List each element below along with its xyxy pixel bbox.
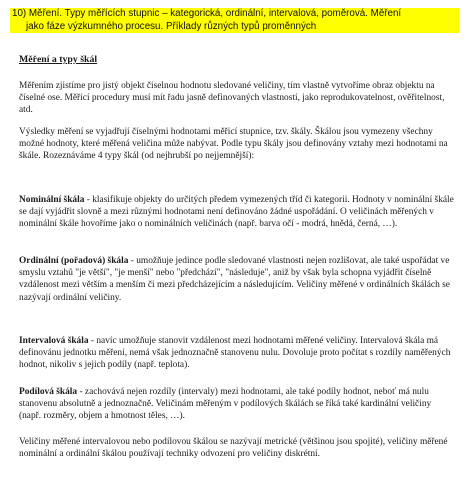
paragraph-results: Výsledky měření se vyjadřují číselnými hodnotami měřicí stupnice, tzv. škály. Škálou jsou vymezeny všechny možné hodnoty, které měřená veličina může nabývat. Podle typu škály jsou definovány vztahy mezi hodnotami na škále. Rozeznáváme 4 typy škál (od nejhrubší po nejjemnější):: [19, 127, 448, 162]
text-interval: - navíc umožňuje stanovit vzdálenost mezi hodnotami měřené veličiny. Intervalová škála má definovánu jednotku měření, nemá však jednoznačně stanovenu nulu. Dovoluje proto počítat s rozdíly naměřených hodnot, nikoliv s jejich podíly (např. teplota).: [19, 336, 451, 371]
heading-line-1: 10) Měření. Typy měřících stupnic – kategorická, ordinální, intervalová, poměrová. Měření: [12, 8, 402, 19]
term-nominal: Nominální škála: [19, 195, 85, 205]
term-interval: Intervalová škála: [19, 336, 89, 346]
paragraph-intro: Měřením zjistíme pro jistý objekt číselnou hodnotu sledované veličiny, tím vlastně vytvoříme obraz objektu na číselné ose. Měřící procedury musí mít řadu jasně definovaných vlastností, jako reprodukovatelnost, ověřitelnost, atd.: [19, 81, 445, 116]
section-title: Měření a typy škál: [19, 54, 98, 65]
heading-line-2: jako fáze výzkumného procesu. Příklady různých typů proměnných: [26, 20, 317, 32]
text-ordinal: - umožňuje jedince podle sledované vlastnosti nejen rozlišovat, ale také uspořádat ve smyslu vztahů "je větší", "je menší" nebo "předchází", "následuje", aniž by však byla schopna vyjádřit číselně vzdálenost mezi větším a menším či mezi předcházejícím a následujícím. Veličiny měřené v ordinálních škálách se nazývají ordinální veličiny.: [19, 256, 450, 303]
paragraph-ordinal: [19, 255, 455, 304]
paragraph-ratio: [19, 386, 455, 423]
paragraph-nominal: [19, 194, 455, 231]
term-ratio: Podílová škála: [19, 387, 78, 397]
question-heading: [10, 8, 459, 33]
paragraph-closing: Veličiny měřené intervalovou nebo podílovou škálou se nazývají metrické (většinou jsou spojité), veličiny měřené nominální a ordinální škálou používají techniky odvození pro veličiny diskrétní.: [19, 437, 448, 460]
text-ratio: - zachovává nejen rozdíly (intervaly) mezi hodnotami, ale také podíly hodnot, neboť má nulu stanovenu absolutně a jednoznačně. Veličinám měřeným v podílových škálách se říká také kardinální veličiny (např. rozměry, objem a hmotnost těles, …).: [19, 387, 432, 422]
paragraph-interval: [19, 335, 455, 372]
term-ordinal: Ordinální (pořadová) škála: [19, 256, 129, 266]
text-nominal: - klasifikuje objekty do určitých předem vymezených tříd či kategorii. Hodnoty v nominální škále se dají vyjádřit slovně a mezi různými hodnotami není definováno žádné uspořádání. O veličinách měřených v nominální škále hovoříme jako o nominálních veličinách (např. barva očí - modrá, hnědá, černá, …).: [19, 195, 454, 230]
